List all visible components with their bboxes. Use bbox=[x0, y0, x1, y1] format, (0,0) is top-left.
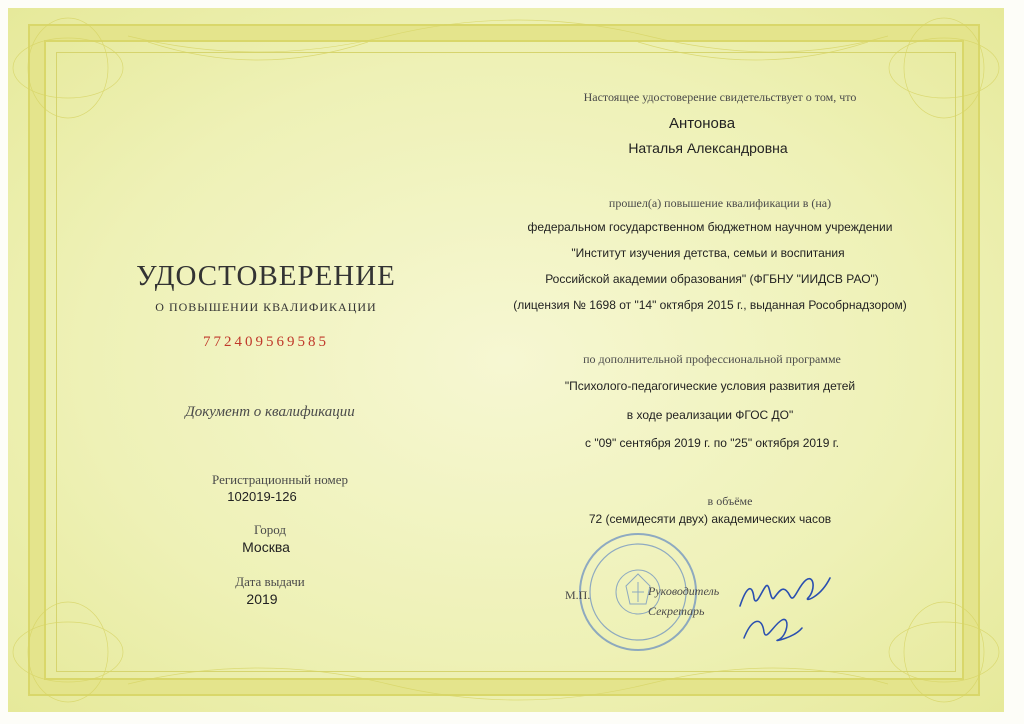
document-type: Документ о квалификации bbox=[185, 404, 355, 420]
recipient-surname: Антонова bbox=[668, 115, 736, 132]
intro-text: Настоящее удостоверение свидетельствует о том, что bbox=[583, 90, 857, 104]
registration-number: 102019-126 bbox=[227, 489, 297, 504]
volume-value: 72 (семидесяти двух) академических часов bbox=[588, 512, 832, 526]
registration-label: Регистрационный номер bbox=[212, 472, 348, 487]
program-line-2: в ходе реализации ФГОС ДО" bbox=[626, 408, 794, 422]
secretary-label: Секретарь bbox=[648, 604, 705, 618]
organization-line-2: "Институт изучения детства, семьи и воспитания bbox=[571, 246, 845, 260]
program-line-1: "Психолого-педагогические условия развития детей bbox=[564, 379, 856, 393]
issue-date-value: 2019 bbox=[246, 591, 278, 607]
volume-label: в объёме bbox=[707, 494, 753, 508]
city-label: Город bbox=[253, 522, 287, 537]
secretary-signature bbox=[738, 608, 808, 648]
organization-line-3: Российской академии образования" (ФГБНУ "ИИДСВ РАО") bbox=[545, 272, 879, 286]
organization-line-1: федеральном государственном бюджетном научном учреждении bbox=[527, 220, 893, 234]
study-period: с "09" сентября 2019 г. по "25" октября 2019 г. bbox=[585, 436, 839, 450]
guilloche-ornament bbox=[8, 8, 1004, 712]
certificate-title: УДОСТОВЕРЕНИЕ bbox=[136, 260, 396, 292]
head-label: Руководитель bbox=[648, 584, 720, 598]
certificate-number: 772409569585 bbox=[203, 334, 329, 350]
program-label: по дополнительной профессиональной программе bbox=[583, 352, 841, 366]
certificate-subtitle: О ПОВЫШЕНИИ КВАЛИФИКАЦИИ bbox=[155, 300, 377, 314]
seal-place: М.П. bbox=[565, 588, 591, 602]
passed-text: прошел(а) повышение квалификации в (на) bbox=[608, 196, 832, 210]
issue-date-label: Дата выдачи bbox=[235, 574, 305, 589]
recipient-name: Наталья Александровна bbox=[628, 140, 788, 156]
city-value: Москва bbox=[242, 539, 290, 555]
certificate-sheet bbox=[8, 8, 1004, 712]
license-text: (лицензия № 1698 от "14" октября 2015 г., выданная Рособрнадзором) bbox=[513, 298, 907, 312]
